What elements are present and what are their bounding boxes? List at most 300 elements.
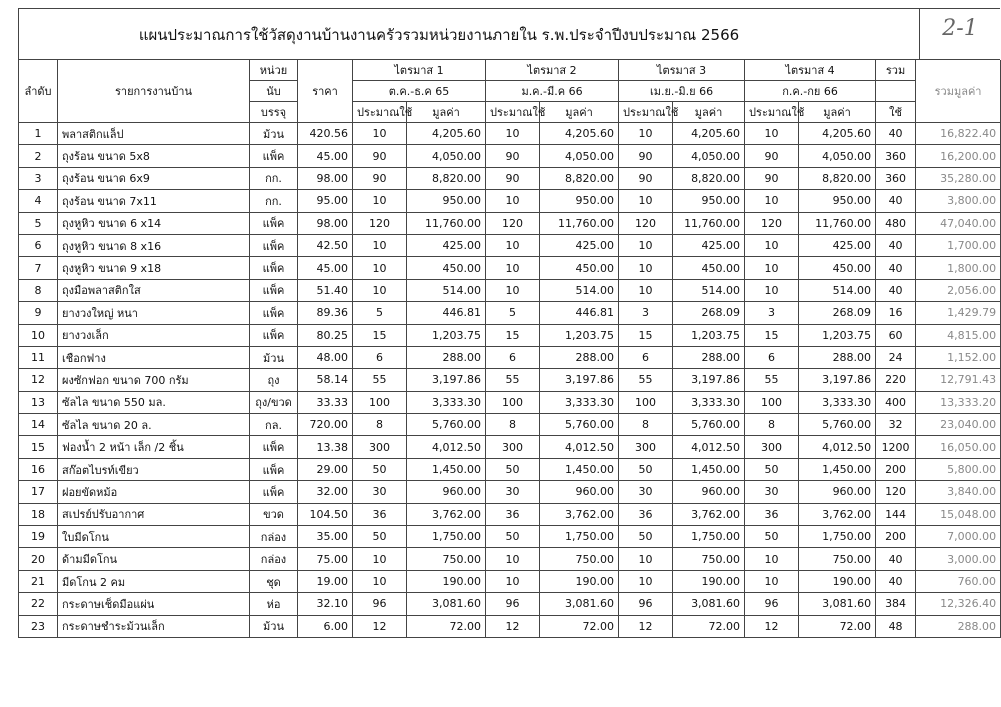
row-seq: 2 [19,145,58,167]
row-q2-value: 514.00 [540,279,619,301]
header-unit-2: นับ [250,81,298,102]
header-q4-period: ก.ค.-กย 66 [745,81,876,102]
row-q2-qty: 30 [486,481,540,503]
row-q2-qty: 300 [486,436,540,458]
row-seq: 20 [19,548,58,570]
row-q2-qty: 36 [486,503,540,525]
row-q1-value: 1,203.75 [407,324,486,346]
header-q4-value: มูลค่า [799,102,876,123]
row-seq: 16 [19,458,58,480]
row-q1-value: 960.00 [407,481,486,503]
row-q3-qty: 96 [619,593,673,615]
row-q3-qty: 100 [619,391,673,413]
row-q3-value: 5,760.00 [673,414,745,436]
row-price: 95.00 [298,190,353,212]
table-row [19,436,1001,458]
row-unit: แพ็ค [250,436,298,458]
row-q2-value: 1,203.75 [540,324,619,346]
row-q1-value: 4,205.60 [407,123,486,145]
row-item: พลาสติกแล็ป [58,123,250,145]
row-unit: ถุง/ขวด [250,391,298,413]
header-q4-qty: ประมาณใช้ [745,102,799,123]
row-q1-qty: 12 [353,615,407,637]
row-q4-value: 950.00 [799,190,876,212]
row-q2-value: 8,820.00 [540,167,619,189]
row-price: 51.40 [298,279,353,301]
row-total-use: 48 [876,615,916,637]
row-q3-qty: 12 [619,615,673,637]
row-total-use: 40 [876,234,916,256]
row-q3-qty: 50 [619,526,673,548]
row-q4-value: 1,450.00 [799,458,876,480]
row-q2-value: 425.00 [540,234,619,256]
row-price: 45.00 [298,257,353,279]
table-row [19,190,1001,212]
row-q2-qty: 10 [486,190,540,212]
row-unit: กก. [250,190,298,212]
row-q1-qty: 90 [353,167,407,189]
row-q2-value: 5,760.00 [540,414,619,436]
row-q3-value: 8,820.00 [673,167,745,189]
row-q2-qty: 10 [486,548,540,570]
row-unit: แพ็ค [250,458,298,480]
row-unit: ห่อ [250,593,298,615]
row-q4-value: 4,050.00 [799,145,876,167]
row-q1-value: 288.00 [407,346,486,368]
row-total-value: 13,333.20 [916,391,1001,413]
table-row [19,503,1001,525]
row-q2-qty: 10 [486,279,540,301]
row-unit: ชุด [250,570,298,592]
row-item: ฝอยขัดหม้อ [58,481,250,503]
row-price: 45.00 [298,145,353,167]
row-q2-value: 446.81 [540,302,619,324]
row-q3-value: 1,750.00 [673,526,745,548]
row-item: ถุงมือพลาสติกใส [58,279,250,301]
row-total-use: 40 [876,190,916,212]
row-q1-qty: 55 [353,369,407,391]
row-total-use: 400 [876,391,916,413]
row-unit: กล่อง [250,548,298,570]
row-price: 720.00 [298,414,353,436]
table-row [19,615,1001,637]
table-row [19,212,1001,234]
row-q4-value: 288.00 [799,346,876,368]
row-q2-value: 4,012.50 [540,436,619,458]
row-q3-qty: 3 [619,302,673,324]
row-q4-value: 960.00 [799,481,876,503]
row-unit: กล่อง [250,526,298,548]
table-row [19,302,1001,324]
row-item: ด้ามมีดโกน [58,548,250,570]
row-total-use: 200 [876,458,916,480]
row-q4-qty: 96 [745,593,799,615]
row-price: 19.00 [298,570,353,592]
table-row [19,548,1001,570]
row-q3-value: 750.00 [673,548,745,570]
row-q3-qty: 6 [619,346,673,368]
row-item: ถุงร้อน ขนาด 5x8 [58,145,250,167]
row-q3-qty: 55 [619,369,673,391]
row-seq: 3 [19,167,58,189]
row-total-use: 32 [876,414,916,436]
table-row [19,526,1001,548]
row-seq: 6 [19,234,58,256]
row-q4-value: 514.00 [799,279,876,301]
row-q3-qty: 10 [619,548,673,570]
row-total-value: 2,056.00 [916,279,1001,301]
row-item: ยางวงใหญ่ หนา [58,302,250,324]
row-q3-value: 72.00 [673,615,745,637]
row-item: เชือกฟาง [58,346,250,368]
header-seq: ลำดับ [19,60,58,123]
title-box [18,8,1000,60]
row-total-value: 4,815.00 [916,324,1001,346]
row-q2-value: 3,762.00 [540,503,619,525]
row-price: 32.00 [298,481,353,503]
row-total-use: 144 [876,503,916,525]
row-q3-qty: 10 [619,279,673,301]
row-q4-qty: 15 [745,324,799,346]
row-unit: แพ็ค [250,481,298,503]
row-total-use: 60 [876,324,916,346]
page-number: 2-1 [919,9,1000,59]
row-item: สก๊อตไบรท์เขียว [58,458,250,480]
row-q1-qty: 50 [353,526,407,548]
row-q2-qty: 10 [486,234,540,256]
row-price: 32.10 [298,593,353,615]
row-q3-qty: 120 [619,212,673,234]
row-q2-value: 450.00 [540,257,619,279]
table-row [19,324,1001,346]
row-total-value: 3,000.00 [916,548,1001,570]
row-item: มีดโกน 2 คม [58,570,250,592]
row-q2-value: 960.00 [540,481,619,503]
row-seq: 15 [19,436,58,458]
supply-plan-table [18,60,1001,638]
row-price: 33.33 [298,391,353,413]
row-q4-qty: 30 [745,481,799,503]
row-total-use: 120 [876,481,916,503]
row-total-value: 7,000.00 [916,526,1001,548]
row-q3-qty: 30 [619,481,673,503]
row-price: 420.56 [298,123,353,145]
row-q3-qty: 300 [619,436,673,458]
table-row [19,414,1001,436]
row-q4-qty: 50 [745,526,799,548]
row-q1-qty: 300 [353,436,407,458]
row-q4-qty: 6 [745,346,799,368]
row-q3-value: 450.00 [673,257,745,279]
table-row [19,123,1001,145]
row-seq: 7 [19,257,58,279]
row-q1-value: 1,750.00 [407,526,486,548]
row-q4-qty: 50 [745,458,799,480]
row-q2-qty: 120 [486,212,540,234]
row-seq: 12 [19,369,58,391]
header-q3-name: ไตรมาส 3 [619,60,745,81]
row-price: 104.50 [298,503,353,525]
row-q1-qty: 120 [353,212,407,234]
row-q1-value: 4,012.50 [407,436,486,458]
header-q1-qty: ประมาณใช้ [353,102,407,123]
row-q2-qty: 5 [486,302,540,324]
row-q1-qty: 100 [353,391,407,413]
row-q4-value: 3,197.86 [799,369,876,391]
row-total-value: 1,152.00 [916,346,1001,368]
row-q4-value: 450.00 [799,257,876,279]
row-total-value: 1,800.00 [916,257,1001,279]
row-q4-value: 190.00 [799,570,876,592]
row-unit: ม้วน [250,346,298,368]
table-row [19,279,1001,301]
row-item: สเปรย์ปรับอากาศ [58,503,250,525]
row-seq: 22 [19,593,58,615]
row-unit: ม้วน [250,123,298,145]
header-q2-name: ไตรมาส 2 [486,60,619,81]
table-row [19,234,1001,256]
row-item: ถุงหูหิว ขนาด 6 x14 [58,212,250,234]
row-q1-qty: 90 [353,145,407,167]
row-total-value: 12,791.43 [916,369,1001,391]
row-item: ซัลไล ขนาด 550 มล. [58,391,250,413]
row-q3-value: 4,050.00 [673,145,745,167]
row-q1-qty: 5 [353,302,407,324]
row-total-value: 16,050.00 [916,436,1001,458]
row-total-value: 47,040.00 [916,212,1001,234]
row-q3-value: 190.00 [673,570,745,592]
row-q4-value: 5,760.00 [799,414,876,436]
row-q3-value: 425.00 [673,234,745,256]
header-total-value: รวมมูลค่า [916,60,1001,123]
row-q4-value: 3,081.60 [799,593,876,615]
header-q2-period: ม.ค.-มี.ค 66 [486,81,619,102]
row-q2-value: 750.00 [540,548,619,570]
row-q1-qty: 30 [353,481,407,503]
row-q3-qty: 90 [619,167,673,189]
row-q3-value: 3,081.60 [673,593,745,615]
row-q1-value: 1,450.00 [407,458,486,480]
header-q3-period: เม.ย.-มิ.ย 66 [619,81,745,102]
row-q1-qty: 10 [353,279,407,301]
row-q2-qty: 50 [486,526,540,548]
row-total-value: 12,326.40 [916,593,1001,615]
row-q1-qty: 96 [353,593,407,615]
row-total-use: 40 [876,279,916,301]
row-q4-value: 8,820.00 [799,167,876,189]
row-q4-qty: 36 [745,503,799,525]
row-seq: 10 [19,324,58,346]
row-price: 6.00 [298,615,353,637]
row-q2-qty: 8 [486,414,540,436]
row-q2-value: 72.00 [540,615,619,637]
header-item: รายการงานบ้าน [58,60,250,123]
row-q2-value: 950.00 [540,190,619,212]
header-total-1: รวม [876,60,916,81]
row-q4-qty: 10 [745,548,799,570]
row-total-use: 1200 [876,436,916,458]
row-unit: แพ็ค [250,324,298,346]
row-total-value: 15,048.00 [916,503,1001,525]
row-q3-value: 1,450.00 [673,458,745,480]
row-total-use: 384 [876,593,916,615]
row-unit: ขวด [250,503,298,525]
row-total-value: 3,840.00 [916,481,1001,503]
row-q4-value: 750.00 [799,548,876,570]
row-unit: แพ็ค [250,234,298,256]
row-q4-value: 1,203.75 [799,324,876,346]
row-item: ซัลไล ขนาด 20 ล. [58,414,250,436]
row-item: ยางวงเล็ก [58,324,250,346]
row-q2-value: 4,205.60 [540,123,619,145]
row-seq: 4 [19,190,58,212]
row-q4-value: 1,750.00 [799,526,876,548]
row-q1-value: 3,197.86 [407,369,486,391]
row-q2-qty: 6 [486,346,540,368]
row-q3-value: 950.00 [673,190,745,212]
row-q3-qty: 10 [619,570,673,592]
row-item: ถุงหูหิว ขนาด 9 x18 [58,257,250,279]
row-total-value: 288.00 [916,615,1001,637]
row-q3-qty: 8 [619,414,673,436]
row-q1-value: 3,762.00 [407,503,486,525]
row-q3-qty: 36 [619,503,673,525]
row-q4-qty: 10 [745,279,799,301]
row-total-value: 1,429.79 [916,302,1001,324]
row-q3-value: 3,333.30 [673,391,745,413]
row-seq: 19 [19,526,58,548]
row-total-use: 40 [876,548,916,570]
row-total-use: 480 [876,212,916,234]
row-price: 35.00 [298,526,353,548]
table-body [19,123,1001,638]
row-seq: 13 [19,391,58,413]
row-seq: 14 [19,414,58,436]
row-q4-value: 425.00 [799,234,876,256]
row-q1-qty: 10 [353,548,407,570]
row-q1-value: 514.00 [407,279,486,301]
row-q3-qty: 10 [619,123,673,145]
row-unit: แพ็ค [250,145,298,167]
table-row [19,481,1001,503]
row-total-value: 16,822.40 [916,123,1001,145]
row-item: ฟองน้ำ 2 หน้า เล็ก /2 ชิ้น [58,436,250,458]
row-q1-qty: 8 [353,414,407,436]
header-q1-value: มูลค่า [407,102,486,123]
row-q2-qty: 15 [486,324,540,346]
row-q4-value: 72.00 [799,615,876,637]
row-q2-qty: 10 [486,257,540,279]
row-q2-qty: 50 [486,458,540,480]
row-q4-qty: 300 [745,436,799,458]
row-q4-value: 3,333.30 [799,391,876,413]
row-unit: แพ็ค [250,279,298,301]
row-q4-qty: 10 [745,234,799,256]
row-item: กระดาษเช็ดมือแผ่น [58,593,250,615]
row-price: 48.00 [298,346,353,368]
document-sheet [18,8,1000,638]
header-unit-1: หน่วย [250,60,298,81]
row-q2-value: 4,050.00 [540,145,619,167]
row-q3-value: 1,203.75 [673,324,745,346]
row-q4-qty: 55 [745,369,799,391]
row-item: ถุงร้อน ขนาด 6x9 [58,167,250,189]
row-q2-value: 3,333.30 [540,391,619,413]
header-unit-3: บรรจุ [250,102,298,123]
row-q3-qty: 10 [619,190,673,212]
row-total-value: 3,800.00 [916,190,1001,212]
row-unit: กก. [250,167,298,189]
row-q1-qty: 15 [353,324,407,346]
row-q4-value: 3,762.00 [799,503,876,525]
row-item: กระดาษชำระม้วนเล็ก [58,615,250,637]
table-row [19,167,1001,189]
row-price: 98.00 [298,212,353,234]
row-q1-qty: 10 [353,190,407,212]
row-total-use: 40 [876,570,916,592]
row-price: 29.00 [298,458,353,480]
row-total-value: 35,280.00 [916,167,1001,189]
row-price: 80.25 [298,324,353,346]
row-seq: 9 [19,302,58,324]
row-seq: 8 [19,279,58,301]
row-q1-value: 446.81 [407,302,486,324]
row-q4-qty: 90 [745,145,799,167]
row-q2-qty: 12 [486,615,540,637]
row-price: 89.36 [298,302,353,324]
row-total-use: 220 [876,369,916,391]
row-price: 75.00 [298,548,353,570]
row-q3-qty: 50 [619,458,673,480]
row-q1-value: 11,760.00 [407,212,486,234]
row-price: 58.14 [298,369,353,391]
row-q1-qty: 10 [353,123,407,145]
row-q2-qty: 90 [486,167,540,189]
row-q4-qty: 90 [745,167,799,189]
row-unit: แพ็ค [250,302,298,324]
row-q2-value: 288.00 [540,346,619,368]
table-row [19,145,1001,167]
row-q1-value: 3,081.60 [407,593,486,615]
row-seq: 23 [19,615,58,637]
row-q3-qty: 90 [619,145,673,167]
row-q1-value: 8,820.00 [407,167,486,189]
row-total-value: 1,700.00 [916,234,1001,256]
row-q1-qty: 50 [353,458,407,480]
row-q3-value: 268.09 [673,302,745,324]
row-q1-value: 5,760.00 [407,414,486,436]
row-q4-value: 11,760.00 [799,212,876,234]
row-seq: 11 [19,346,58,368]
row-q2-value: 1,450.00 [540,458,619,480]
row-total-use: 16 [876,302,916,324]
row-q1-value: 4,050.00 [407,145,486,167]
header-q1-name: ไตรมาส 1 [353,60,486,81]
row-q4-qty: 10 [745,190,799,212]
row-q1-value: 450.00 [407,257,486,279]
row-item: ใบมีดโกน [58,526,250,548]
row-q1-value: 3,333.30 [407,391,486,413]
header-total-use: ใช้ [876,102,916,123]
row-q1-value: 72.00 [407,615,486,637]
row-item: ผงซักฟอก ขนาด 700 กรัม [58,369,250,391]
row-q4-value: 4,205.60 [799,123,876,145]
table-row [19,593,1001,615]
row-q4-qty: 10 [745,570,799,592]
row-price: 42.50 [298,234,353,256]
row-q4-qty: 8 [745,414,799,436]
row-q4-qty: 10 [745,123,799,145]
